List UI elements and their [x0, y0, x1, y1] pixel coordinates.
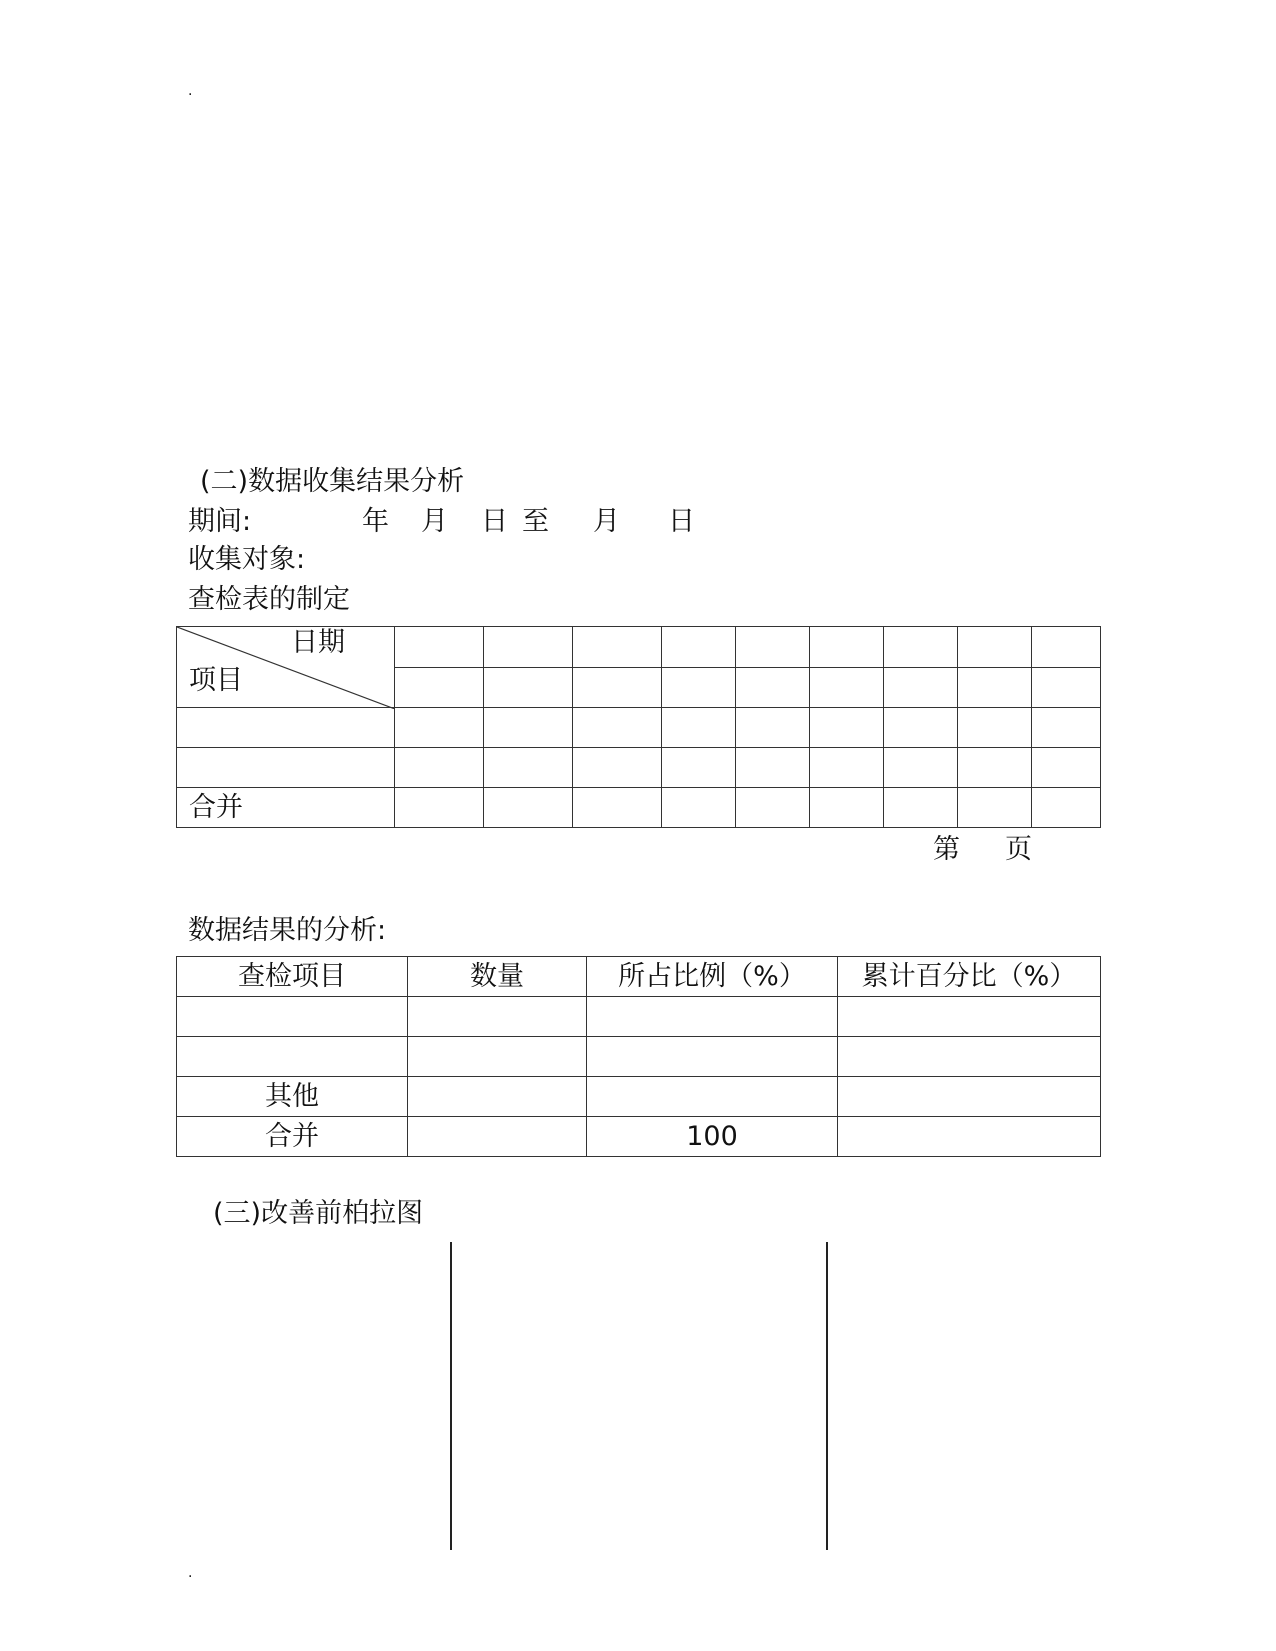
- table-row: [177, 1037, 1101, 1077]
- table-row: [177, 997, 1101, 1037]
- table-cell: [662, 788, 736, 828]
- table-cell: [1032, 667, 1101, 708]
- table-cell: 其他: [177, 1077, 408, 1117]
- section3-heading: (三)改善前柏拉图: [213, 1198, 424, 1229]
- table-cell: 100: [587, 1117, 838, 1157]
- table-cell: [573, 708, 662, 748]
- period-label: 期间:: [188, 506, 252, 537]
- table-cell: [587, 1037, 838, 1077]
- table-cell: [958, 748, 1032, 788]
- period-to: 至: [522, 506, 549, 537]
- table-cell: [395, 748, 484, 788]
- table-cell: [177, 1037, 408, 1077]
- column-header: 查检项目: [177, 957, 408, 997]
- table-cell: [395, 708, 484, 748]
- table-cell: [810, 667, 884, 708]
- table-cell: [484, 708, 573, 748]
- table-cell: [810, 748, 884, 788]
- table-cell: [736, 788, 810, 828]
- table-cell: [395, 788, 484, 828]
- table-cell: [838, 1077, 1101, 1117]
- table-cell: [408, 1117, 587, 1157]
- table-cell: [958, 708, 1032, 748]
- table-cell: [736, 748, 810, 788]
- page-number-suffix: 页: [1005, 834, 1032, 865]
- table-cell: [884, 748, 958, 788]
- table-cell: [810, 708, 884, 748]
- check-sheet-table: [176, 626, 1101, 828]
- pareto-divider-right: [826, 1242, 828, 1550]
- column-header: 数量: [408, 957, 587, 997]
- page-marker-bottom: .: [188, 1565, 193, 1581]
- section2-heading: (二)数据收集结果分析: [200, 466, 465, 497]
- table-cell: [884, 667, 958, 708]
- total-row-label: 合并: [177, 788, 395, 828]
- table-cell: [177, 748, 395, 788]
- table-cell: [1032, 627, 1101, 668]
- table-cell: [662, 748, 736, 788]
- analysis-title: 数据结果的分析:: [188, 915, 387, 946]
- table-cell: [884, 627, 958, 668]
- table-cell: [573, 627, 662, 668]
- table-cell: [573, 748, 662, 788]
- table-cell: [662, 627, 736, 668]
- table-cell: [587, 997, 838, 1037]
- table-cell: [662, 667, 736, 708]
- table-cell: [408, 1037, 587, 1077]
- analysis-table: [176, 956, 1101, 1157]
- table-cell: [838, 997, 1101, 1037]
- table-cell: [573, 788, 662, 828]
- page-marker-top: .: [188, 83, 193, 99]
- table-cell: [1032, 788, 1101, 828]
- table-cell: [408, 997, 587, 1037]
- table-cell: [958, 788, 1032, 828]
- header-date-label: 日期: [291, 627, 345, 658]
- checksheet-title: 查检表的制定: [188, 584, 350, 615]
- table-cell: 合并: [177, 1117, 408, 1157]
- table-cell: [587, 1077, 838, 1117]
- collection-target-label: 收集对象:: [188, 544, 306, 575]
- table-cell: [484, 788, 573, 828]
- period-day-end: 日: [668, 506, 695, 537]
- table-cell: [884, 708, 958, 748]
- table-cell: [884, 788, 958, 828]
- table-cell: [736, 708, 810, 748]
- period-month-end: 月: [593, 506, 620, 537]
- header-item-label: 项目: [189, 665, 243, 696]
- table-cell: [177, 708, 395, 748]
- table-cell: [484, 748, 573, 788]
- table-cell: [1032, 748, 1101, 788]
- table-row: [177, 1077, 1101, 1117]
- table-cell: [736, 667, 810, 708]
- table-cell: [408, 1077, 587, 1117]
- table-cell: [395, 667, 484, 708]
- table-cell: [958, 667, 1032, 708]
- page-number-prefix: 第: [933, 834, 960, 865]
- table-cell: [810, 627, 884, 668]
- diagonal-header-cell: [177, 627, 395, 708]
- table-row: [177, 627, 1101, 668]
- table-cell: [810, 788, 884, 828]
- table-cell: [484, 667, 573, 708]
- table-header-row: [177, 957, 1101, 997]
- column-header: 累计百分比（%）: [838, 957, 1101, 997]
- table-row: [177, 1117, 1101, 1157]
- period-year: 年: [362, 506, 389, 537]
- table-cell: [838, 1117, 1101, 1157]
- period-month-start: 月: [421, 506, 448, 537]
- column-header: 所占比例（%）: [587, 957, 838, 997]
- table-cell: [1032, 708, 1101, 748]
- table-cell: [177, 997, 408, 1037]
- table-cell: [662, 708, 736, 748]
- table-cell: [395, 627, 484, 668]
- period-day-start: 日: [481, 506, 508, 537]
- table-row: [177, 788, 1101, 828]
- table-cell: [958, 627, 1032, 668]
- table-cell: [838, 1037, 1101, 1077]
- table-cell: [484, 627, 573, 668]
- table-row: [177, 708, 1101, 748]
- table-row: [177, 748, 1101, 788]
- pareto-divider-left: [450, 1242, 452, 1550]
- table-cell: [736, 627, 810, 668]
- table-cell: [573, 667, 662, 708]
